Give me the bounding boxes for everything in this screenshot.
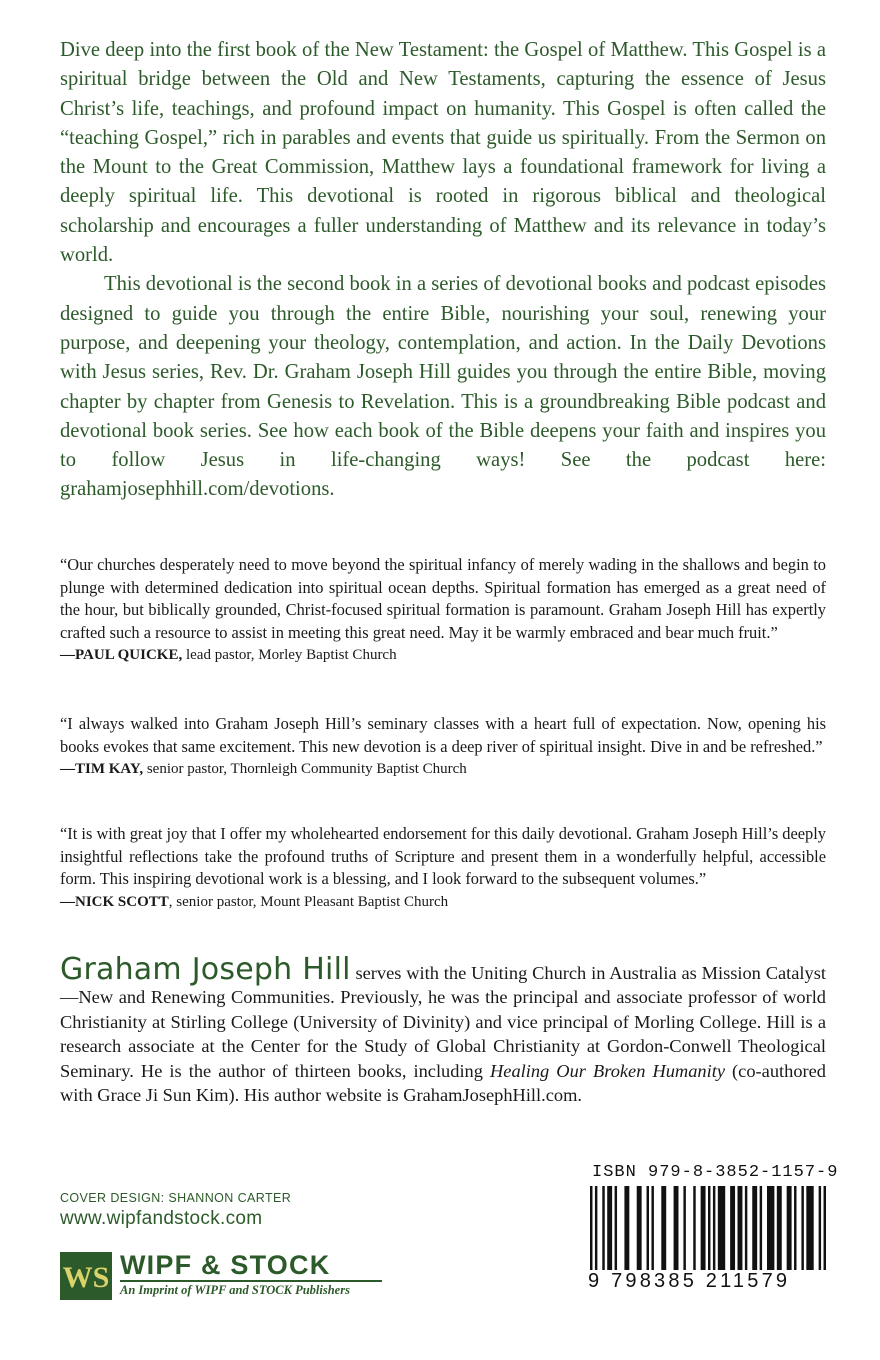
endorser-role: lead pastor, Morley Baptist Church <box>185 647 397 664</box>
endorser-role: senior pastor, Thornleigh Community Baptist Church <box>146 761 467 778</box>
author-bio-text-end: (co-authored with Grace Ji Sun Kim). His author website is GrahamJosephHill.com. <box>60 1060 826 1106</box>
barcode-bar <box>713 1186 715 1270</box>
endorser-name: —PAUL QUICKE, <box>60 647 183 664</box>
logo-mark-text: WS <box>62 1261 110 1294</box>
author-bio <box>60 952 826 1107</box>
isbn-label: ISBN 979-8-3852-1157-9 <box>592 1163 839 1182</box>
endorser-name: —TIM KAY, <box>60 761 144 778</box>
endorsement <box>60 554 826 667</box>
publisher-name: WIPF & STOCK <box>120 1250 382 1282</box>
endorsement <box>60 713 826 781</box>
barcode-bar <box>738 1186 743 1270</box>
barcode-bar <box>607 1186 612 1270</box>
book-title: Healing Our Broken Humanity <box>490 1060 725 1081</box>
barcode-bar <box>683 1186 685 1270</box>
barcode-bar <box>730 1186 735 1270</box>
barcode-bar <box>752 1186 757 1270</box>
endorsement <box>60 823 826 913</box>
publisher-logo-icon <box>60 1252 112 1300</box>
barcode-bar <box>708 1186 710 1270</box>
endorsement-quote: “I always walked into Graham Joseph Hill’s seminary classes with a heart full of expectation. Now, opening his books evokes that same excitement. This new devotion is a deep river of spiritual insight. Dive in and be refreshed.” <box>60 714 826 756</box>
barcode-bar <box>777 1186 782 1270</box>
endorsement-quote: “It is with great joy that I offer my wholehearted endorsement for this daily devotional. Graham Joseph Hill’s deeply insightful reflections take the profound truths of Scripture and present them in a wonderfully helpful, accessible form. This inspiring devotional work is a blessing, and I look forward to the subsequent volumes.” <box>60 824 826 889</box>
barcode-bar <box>824 1186 826 1270</box>
barcode-bar <box>745 1186 747 1270</box>
barcode-bar <box>806 1186 813 1270</box>
endorsement-attribution <box>60 644 826 667</box>
barcode-bar <box>624 1186 629 1270</box>
publisher-tagline: An Imprint of WIPF and STOCK Publishers <box>120 1283 350 1297</box>
barcode-bar <box>787 1186 792 1270</box>
barcode-bar <box>602 1186 604 1270</box>
book-description <box>60 36 826 505</box>
endorser-role: , senior pastor, Mount Pleasant Baptist Church <box>168 893 449 910</box>
barcode-bar <box>590 1186 592 1270</box>
author-name: Graham Joseph Hill <box>60 952 351 987</box>
endorsement-quote: “Our churches desperately need to move beyond the spiritual infancy of merely wading in the shallows and begin to plunge with determined dedication into spiritual ocean depths. Spiritual formation has emerged as a great need of the hour, but biblically grounded, Christ-focused spiritual formation is paramount. Graham Joseph Hill has expertly crafted such a resource to assist in meeting this great need. May it be warmly embraced and bear much fruit.” <box>60 555 826 642</box>
barcode-bar <box>819 1186 821 1270</box>
barcode-digits: 9 798385 211579 <box>588 1270 791 1292</box>
barcode-bar <box>637 1186 642 1270</box>
barcode-bar <box>674 1186 679 1270</box>
barcode-bar <box>647 1186 649 1270</box>
barcode-bar <box>794 1186 796 1270</box>
endorser-name: —NICK SCOTT <box>60 893 169 910</box>
endorsement-attribution <box>60 758 826 781</box>
cover-design-credit: COVER DESIGN: SHANNON CARTER <box>60 1191 292 1205</box>
barcode-bar <box>615 1186 617 1270</box>
barcode-bar <box>760 1186 762 1270</box>
barcode-bar <box>701 1186 706 1270</box>
barcode-bar <box>661 1186 666 1270</box>
author-bio-text: serves with the Uniting Church in Australia as Mission Catalyst—New and Renewing Communities. Previously, he was the principal and associate professor of world Christianity at Stirling College (University of Divinity) and vice principal of Morling College. Hill is a research associate at the Center for the Study of Global Christianity at Gordon-Conwell Theological Seminary. He is the author of thirteen books, including <box>60 963 826 1081</box>
barcode-bar <box>595 1186 597 1270</box>
barcode-icon <box>590 1186 826 1274</box>
barcode-bar <box>693 1186 695 1270</box>
barcode-bar <box>651 1186 653 1270</box>
barcode-bar <box>767 1186 774 1270</box>
barcode-bar <box>801 1186 803 1270</box>
barcode-bar <box>718 1186 725 1270</box>
description-paragraph-1: Dive deep into the first book of the New Testament: the Gospel of Matthew. This Gospel is a spiritual bridge between the Old and New Testaments, capturing the essence of Jesus Christ’s life, teachings, and profound impact on humanity. This Gospel is often called the “teaching Gospel,” rich in parables and events that guide us spiritually. From the Sermon on the Mount to the Great Commission, Matthew lays a foundational framework for living a deeply spiritual life. This devotional is rooted in rigorous biblical and theological scholarship and encourages a fuller understanding of Matthew and its relevance in today’s world. <box>60 39 826 267</box>
description-paragraph-2: This devotional is the second book in a series of devotional books and podcast episodes designed to guide you through the entire Bible, nourishing your soul, renewing your purpose, and deepening your theology, contemplation, and action. In the Daily Devotions with Jesus series, Rev. Dr. Graham Joseph Hill guides you through the entire Bible, moving chapter by chapter from Genesis to Revelation. This is a groundbreaking Bible podcast and devotional book series. See how each book of the Bible deepens your faith and inspires you to follow Jesus in life-changing ways! See the podcast here: grahamjosephhill.com/devotions. <box>60 273 826 501</box>
publisher-website[interactable]: www.wipfandstock.com <box>60 1208 263 1229</box>
endorsement-attribution <box>60 891 826 914</box>
